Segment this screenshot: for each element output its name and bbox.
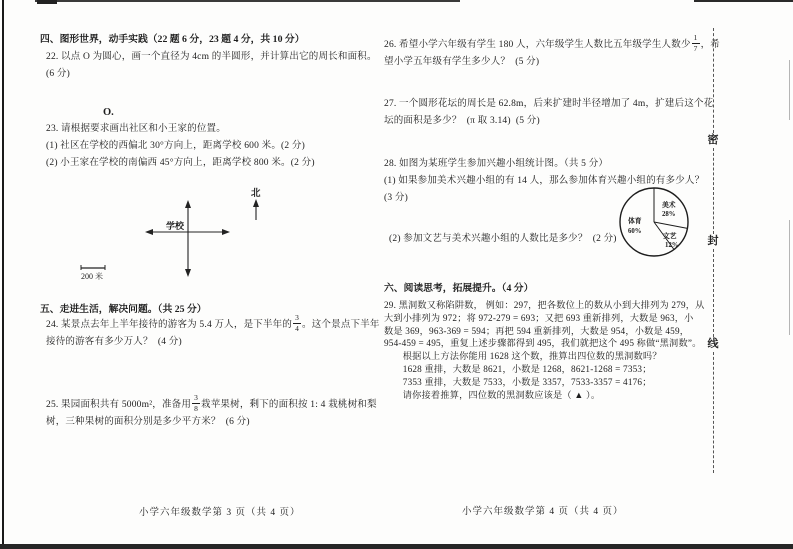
fraction: $\frac{3}{4}$: [295, 313, 300, 333]
seal-dash: [713, 28, 714, 133]
question-24: [46, 313, 380, 351]
seal-dash: [713, 148, 714, 234]
section-5-header: 五、走进生活，解决问题。（共 25 分）: [40, 304, 207, 315]
text-line: (6 分): [46, 69, 70, 79]
text-line: 接待的游客有多少万人？ (4 分): [46, 337, 182, 348]
fraction: $\frac{3}{8}$: [194, 393, 199, 413]
scale-label: 200 米: [81, 272, 103, 281]
point-o-label: O.: [103, 107, 114, 118]
question-27: [384, 96, 719, 130]
pie-label-sports: 体育: [628, 218, 642, 225]
text-line: 28. 如图为某班学生参加兴趣小组统计图。（共 5 分）: [384, 159, 609, 169]
text-line: 坛的面积是多少？ (π 取 3.14) (5 分): [384, 116, 540, 126]
scan-edge-left: [2, 0, 4, 549]
text-line: 望小学五年级有学生多少人？ (5 分): [384, 57, 540, 68]
section-4-header: 四、图形世界，动手实践（22 题 6 分，23 题 4 分，共 10 分）: [40, 34, 305, 45]
pie-labels: [628, 200, 679, 249]
seal-char-mi: 密: [707, 134, 719, 146]
pie-value-sports: 60%: [628, 228, 642, 235]
scan-edge-top-right: [694, 0, 793, 2]
question-22: [46, 49, 377, 83]
school-label: 学校: [165, 221, 184, 231]
seal-line: [705, 28, 721, 473]
seal-dash: [713, 249, 714, 337]
text-line: 954-459 = 495，重复上述步骤都得到 495，我们就把这个 495 称做“黑洞数”。: [384, 338, 702, 349]
text-line: 23. 请根据要求画出社区和小王家的位置。: [46, 124, 226, 134]
question-28-part2: [389, 231, 617, 248]
question-23: [46, 121, 371, 172]
text-line: (1) 社区在学校的西偏北 30°方向上，距离学校 600 米。(2 分): [46, 141, 305, 151]
text-line: 大到小排列为 972；将 972-279 = 693；又把 693 重新排列，大数是 963，小: [384, 312, 694, 323]
text-line: 27. 一个圆形花坛的周长是 62.8m，后来扩建时半径增加了 4m，扩建后这个花: [384, 99, 714, 109]
scan-edge-top-left: [35, 0, 460, 2]
text-line: (3 分): [384, 193, 408, 203]
pie-value-arts-lit: 12%: [665, 242, 679, 249]
map-scale: [81, 265, 105, 281]
seal-char-feng: 封: [707, 235, 719, 247]
direction-diagram: [60, 182, 280, 290]
scan-edge-right-b: [789, 220, 790, 335]
pie-label-arts-lit: 文艺: [663, 233, 677, 240]
question-25: [46, 393, 377, 431]
interest-groups-pie-chart: [616, 186, 694, 264]
seal-char-xian: 线: [707, 338, 719, 350]
north-arrow-head: [253, 199, 259, 207]
scan-edge-right-a: [789, 60, 790, 120]
text-line: 22. 以点 O 为圆心，画一个直径为 4cm 的半圆形，并计算出它的周长和面积。: [46, 52, 377, 62]
page-4-footer: 小学六年级数学第 4 页（共 4 页）: [462, 507, 624, 517]
text-line: 请你接着推算，四位数的黑洞数应该是（ ▲ ）。: [384, 389, 601, 400]
text-line: (2) 参加文艺与美术兴趣小组的人数比是多少？ (2 分): [389, 234, 617, 244]
text-line: 7353 重排，大数是 7533，小数是 3357，7533-3357 = 4176；: [384, 376, 652, 387]
text-line: 25. 果园面积共有 5000m²，准备用 $\frac{3}{8}$ 栽苹果树，剩下的面积按 1: 4 栽桃树和梨: [46, 393, 377, 413]
seal-dash: [713, 352, 714, 473]
text-line: 29. 黑洞数又称陷阱数， 例如：297，把各数位上的数从小到大排列为 279，从: [384, 300, 705, 310]
text-line: 26. 希望小学六年级有学生 180 人，六年级学生人数比五年级学生人数少 $\frac{1}{7}$ ，希: [384, 33, 721, 53]
text-line: 根据以上方法你能用 1628 这个数，推算出四位数的黑洞数吗？: [384, 351, 662, 362]
crosshair-axes: [151, 206, 224, 271]
text-line: 1628 重排，大数是 8621，小数是 1268，8621-1268 = 7353；: [384, 363, 652, 374]
section-6-header: 六、阅读思考，拓展提升。（4 分）: [384, 283, 534, 294]
question-26: [384, 33, 721, 71]
pie-label-art: 美术: [662, 202, 676, 209]
scan-edge-top-mark: [37, 0, 57, 4]
scan-edge-bottom: [0, 544, 793, 549]
north-label: 北: [251, 189, 261, 199]
text-line: (2) 小王家在学校的南偏西 45°方向上，距离学校 800 米。(2 分): [46, 158, 315, 168]
north-indicator: [251, 187, 261, 220]
pie-value-art: 28%: [662, 211, 676, 218]
fraction: $\frac{1}{7}$: [693, 33, 698, 53]
text-line: 24. 某景点去年上半年接待的游客为 5.4 万人，是下半年的 $\frac{3}{4}$ 。这个景点下半年: [46, 313, 380, 333]
text-line: 数是 369，963-369 = 594；再把 594 重新排列，大数是 954，小数是 459，: [384, 325, 690, 336]
text-line: (1) 如果参加美术兴趣小组的有 14 人，那么参加体育兴趣小组的有多少人？: [384, 176, 705, 186]
page-3-footer: 小学六年级数学第 3 页（共 4 页）: [139, 508, 301, 518]
text-line: 树，三种果树的面积分别是多少平方米？ (6 分): [46, 417, 250, 428]
question-29: [384, 299, 722, 401]
